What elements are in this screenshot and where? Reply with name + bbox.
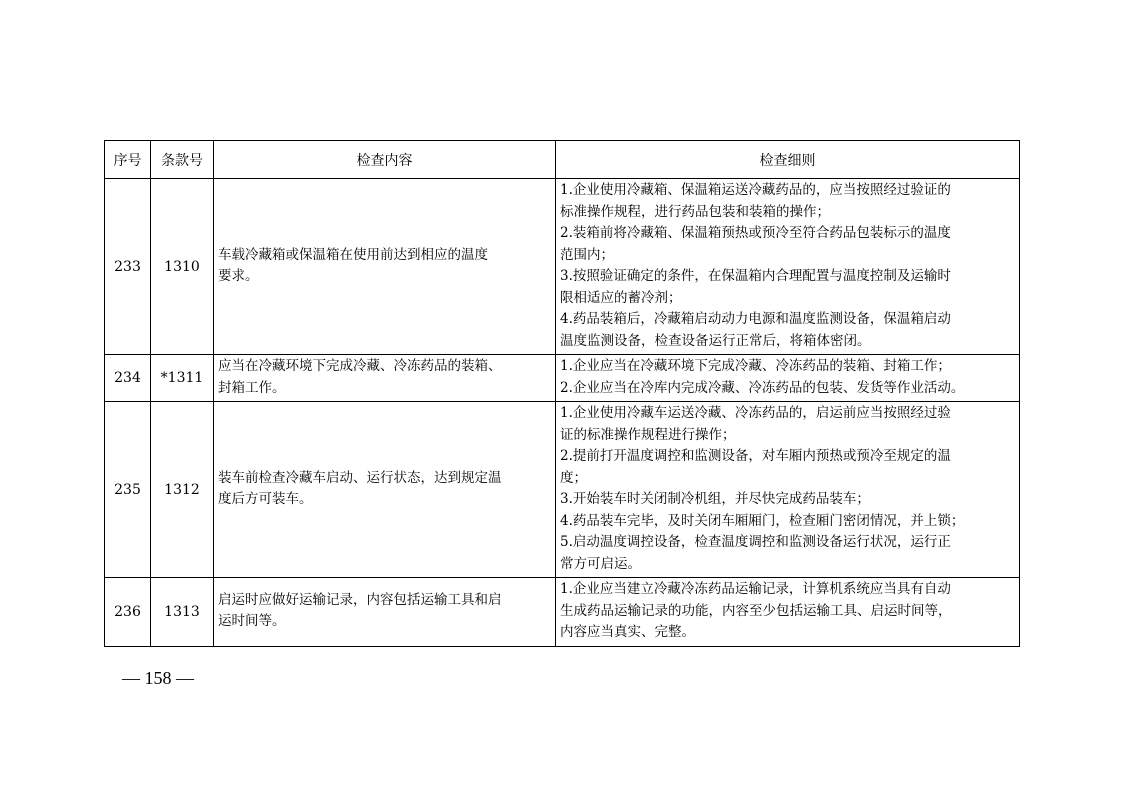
header-clause: 条款号	[151, 141, 214, 179]
seq-cell: 236	[105, 578, 151, 647]
detail-line: 生成药品运输记录的功能，内容至少包括运输工具、启运时间等，	[560, 602, 952, 619]
details-cell	[556, 355, 1020, 402]
detail-line: 限相适应的蓄冷剂；	[560, 289, 682, 306]
detail-line: 证的标准操作规程进行操作；	[560, 426, 736, 443]
details-cell	[556, 578, 1020, 647]
seq-cell: 234	[105, 355, 151, 402]
content-line: 封箱工作。	[218, 379, 286, 396]
seq-cell: 233	[105, 179, 151, 355]
details-cell	[556, 179, 1020, 355]
content-line: 度后方可装车。	[218, 491, 313, 507]
inspection-table	[104, 140, 1020, 647]
detail-line: 1.企业使用冷藏箱、保温箱运送冷藏药品的，应当按照经过验证的	[560, 182, 951, 198]
detail-line: 1.企业应当在冷藏环境下完成冷藏、冷冻药品的装箱、封箱工作；	[560, 358, 951, 374]
table-row	[105, 355, 1020, 402]
detail-line: 内容应当真实、完整。	[560, 624, 695, 640]
content-cell	[214, 355, 556, 402]
content-cell	[214, 578, 556, 647]
content-line: 要求。	[218, 268, 259, 284]
detail-line: 1.企业使用冷藏车运送冷藏、冷冻药品的，启运前应当按照经过验	[560, 405, 951, 421]
content-line: 车载冷藏箱或保温箱在使用前达到相应的温度	[218, 246, 488, 263]
header-details: 检查细则	[556, 141, 1020, 179]
table-header-row	[105, 141, 1020, 179]
content-cell	[214, 179, 556, 355]
details-cell	[556, 402, 1020, 578]
detail-line: 4.药品装车完毕，及时关闭车厢厢门，检查厢门密闭情况，并上锁；	[560, 512, 965, 529]
detail-line: 温度监测设备，检查设备运行正常后，将箱体密闭。	[560, 332, 871, 349]
detail-line: 2.企业应当在冷库内完成冷藏、冷冻药品的包装、发货等作业活动。	[560, 379, 965, 396]
table-row	[105, 578, 1020, 647]
content-line: 应当在冷藏环境下完成冷藏、冷冻药品的装箱、	[218, 358, 502, 374]
clause-cell: 1310	[151, 179, 214, 355]
page-number: — 158 —	[122, 668, 194, 688]
detail-line: 2.提前打开温度调控和监测设备，对车厢内预热或预冷至规定的温	[560, 448, 951, 464]
content-cell	[214, 402, 556, 578]
detail-line: 2.装箱前将冷藏箱、保温箱预热或预冷至符合药品包装标示的温度	[560, 225, 951, 241]
clause-cell: *1311	[151, 355, 214, 402]
content-line: 启运时应做好运输记录，内容包括运输工具和启	[218, 591, 502, 608]
clause-cell: 1312	[151, 402, 214, 578]
clause-cell: 1313	[151, 578, 214, 647]
table-row	[105, 402, 1020, 578]
header-seq: 序号	[105, 141, 151, 179]
detail-line: 3.开始装车时关闭制冷机组，并尽快完成药品装车；	[560, 491, 870, 507]
table-row	[105, 179, 1020, 355]
detail-line: 标准操作规程，进行药品包装和装箱的操作；	[560, 203, 830, 220]
detail-line: 5.启动温度调控设备，检查温度调控和监测设备运行状况，运行正	[560, 534, 951, 550]
detail-line: 3.按照验证确定的条件，在保温箱内合理配置与温度控制及运输时	[560, 268, 951, 284]
content-line: 装车前检查冷藏车启动、运行状态，达到规定温	[218, 469, 502, 486]
detail-line: 度；	[560, 469, 587, 486]
seq-cell: 235	[105, 402, 151, 578]
header-content: 检查内容	[214, 141, 556, 179]
detail-line: 4.药品装箱后，冷藏箱启动动力电源和温度监测设备，保温箱启动	[560, 311, 951, 327]
detail-line: 1.企业应当建立冷藏冷冻药品运输记录，计算机系统应当具有自动	[560, 581, 951, 597]
detail-line: 常方可启运。	[560, 555, 641, 572]
content-line: 运时间等。	[218, 613, 286, 630]
detail-line: 范围内；	[560, 246, 614, 263]
